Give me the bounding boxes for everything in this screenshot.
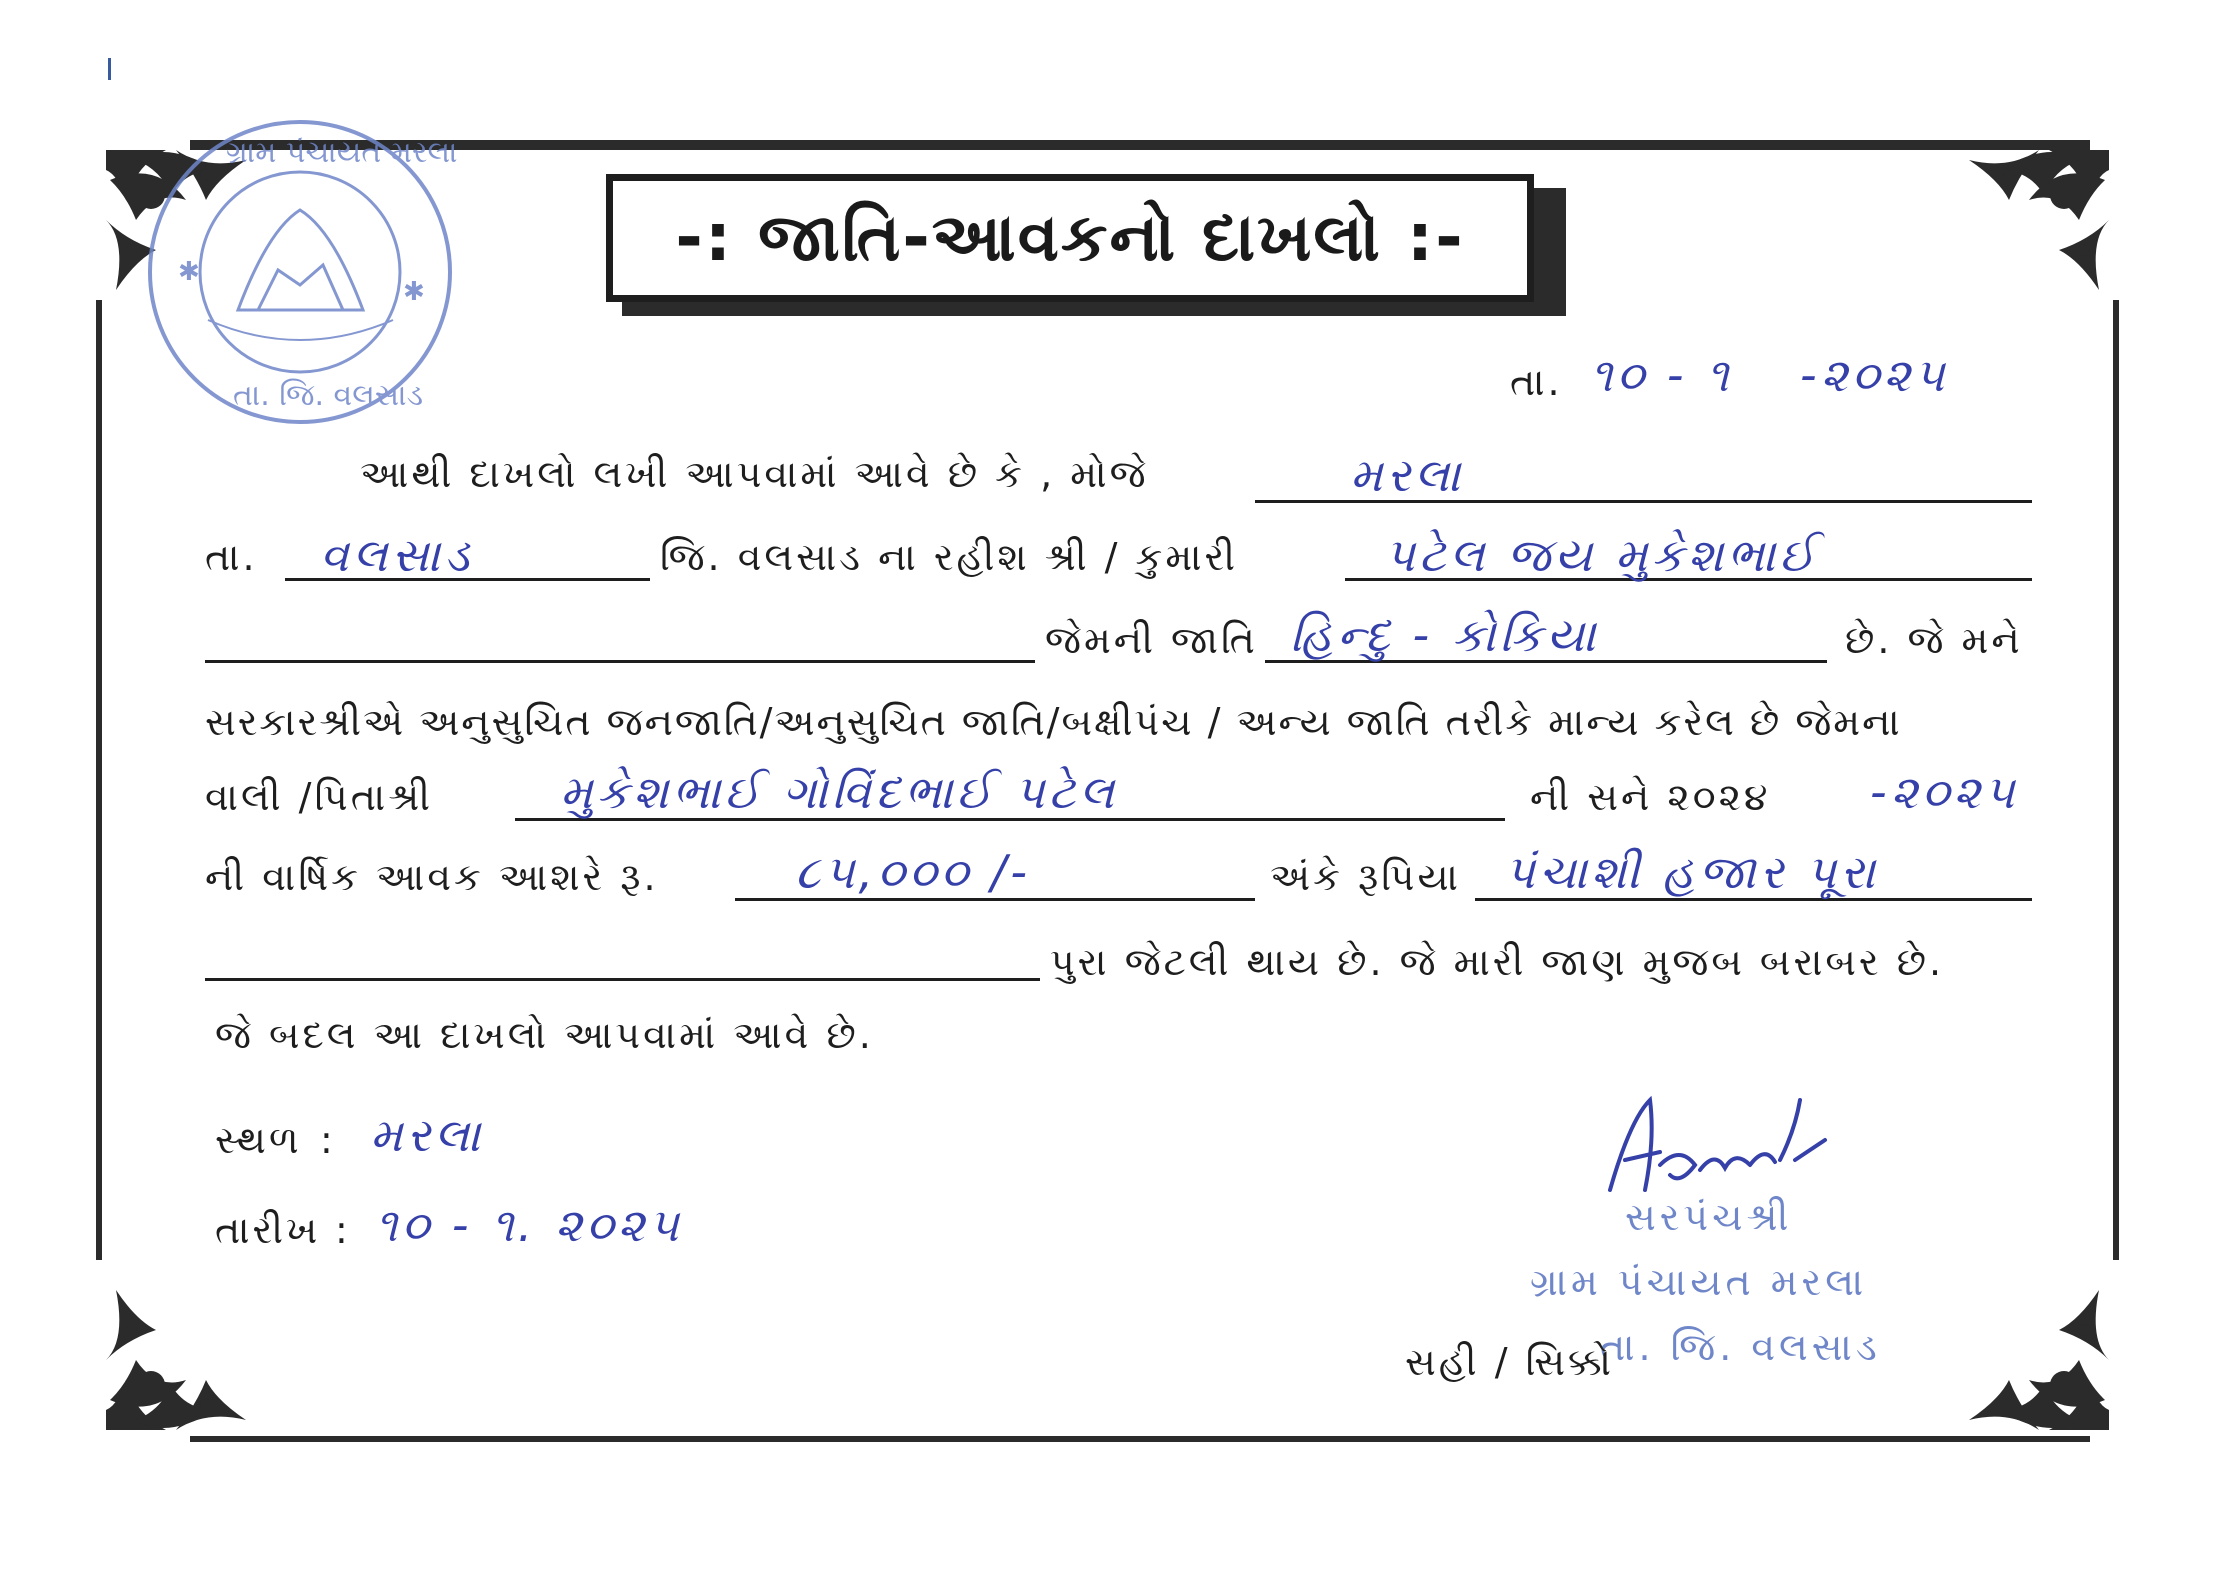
underline: [205, 978, 1040, 981]
income-label: ની વાર્ષિક આવક આશરે રૂ.: [205, 855, 659, 899]
taluka-label: તા.: [205, 535, 258, 579]
amount-words-value: પંચાશી હજાર પૂરા: [1505, 845, 1880, 899]
place-value: મરલા: [370, 1108, 485, 1162]
underline: [205, 660, 1035, 663]
para-line-2: જિ. વલસાડ ના રહીશ શ્રી / કુમારી: [660, 535, 1239, 579]
place-colon: :: [320, 1118, 336, 1162]
caste-label: જેમની જાતિ: [1045, 618, 1258, 662]
income-year-label: ની સને ૨૦૨૪: [1530, 775, 1771, 819]
seal-signature-label: સહી / સિક્કો: [1405, 1340, 1614, 1384]
guardian-name-value: મુકેશભાઈ ગોવિંદભાઈ પટેલ: [560, 765, 1119, 819]
corner-ornament-icon: [96, 1250, 286, 1440]
guardian-label: વાલી /પિતાશ્રી: [205, 775, 434, 819]
para-line-8: જે બદલ આ દાખલો આપવામાં આવે છે.: [215, 1013, 874, 1057]
margin-mark: [108, 58, 111, 80]
corner-ornament-icon: [1929, 140, 2119, 330]
village-value: મરલા: [1350, 448, 1465, 502]
frame-bottom-border: [190, 1436, 2090, 1442]
frame-left-border: [96, 300, 102, 1260]
panchayat-stamp: [138, 110, 463, 435]
para-line-3-tail: છે. જે મને: [1845, 618, 2023, 662]
holder-name-value: પટેલ જય મુકેશભાઈ: [1385, 528, 1819, 582]
frame-top-border: [190, 140, 2090, 150]
office-sarpanch: સરપંચશ્રી: [1625, 1195, 1793, 1239]
signature-image: [1600, 1090, 1830, 1210]
para-line-4: સરકારશ્રીએ અનુસુચિત જનજાતિ/અનુસુચિત જાતિ/બક્ષીપંચ / અન્ય જાતિ તરીકે માન્ય કરેલ છે જેમના: [205, 700, 1902, 744]
place-label: સ્થળ: [215, 1118, 302, 1162]
stamp-bottom-text: તા. જિ. વલસાડ: [233, 378, 424, 413]
amount-words-label: અંકે રૂપિયા: [1270, 855, 1461, 899]
frame-right-border: [2113, 300, 2119, 1260]
issue-date-colon: :: [335, 1208, 351, 1252]
para-line-7: પુરા જેટલી થાય છે. જે મારી જાણ મુજબ બરાબર છે.: [1050, 940, 1945, 984]
corner-ornament-icon: [1929, 1250, 2119, 1440]
svg-text:✱: ✱: [403, 277, 425, 307]
date-value: ૧૦ - ૧: [1590, 348, 1733, 402]
issue-date-label: તારીખ: [215, 1208, 321, 1252]
income-amount-value: ૮૫,૦૦૦ /-: [795, 845, 1031, 899]
svg-text:✱: ✱: [178, 257, 200, 287]
caste-value: હિન્દુ - કોકિયા: [1290, 608, 1600, 662]
income-year-end: -૨૦૨૫: [1870, 765, 2019, 819]
date-year: -૨૦૨૫: [1800, 348, 1949, 402]
date-label: તા.: [1510, 360, 1563, 404]
para-line-1: આથી દાખલો લખી આપવામાં આવે છે કે , મોજે: [360, 452, 1149, 496]
stamp-ring-text: ગ્રામ પંચાયત મરલા: [226, 135, 458, 170]
taluka-value: વલસાડ: [320, 528, 474, 582]
office-district: તા. જિ. વલસાડ: [1600, 1325, 1881, 1369]
issue-date-value: ૧૦ - ૧. ૨૦૨૫: [375, 1198, 683, 1252]
certificate-title: -: જાતિ-આવકનો દાખલો :-: [606, 174, 1534, 302]
office-gram-panchayat: ગ્રામ પંચાયત મરલા: [1530, 1260, 1868, 1304]
